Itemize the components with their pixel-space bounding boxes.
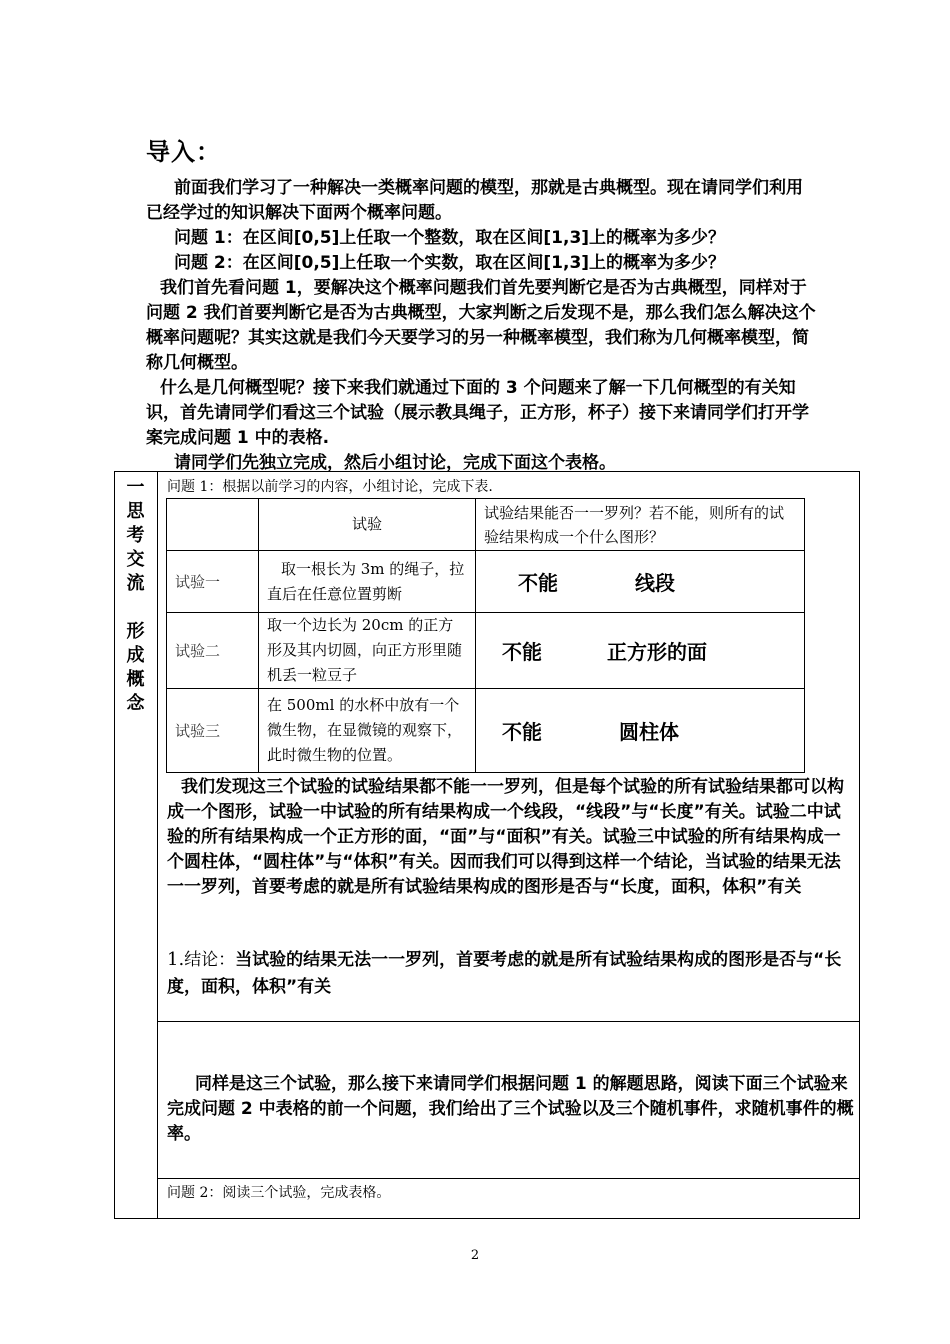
intro-paragraph: 什么是几何概型呢？接下来我们就通过下面的 3 个问题来了解一下几何概型的有关知识，首先请同学们看这三个试验（展示教具绳子，正方形，杯子）接下来请同学们打开学案完成问题 1 中的表格. [146,378,809,448]
intro-text [146,176,818,476]
answer-text: 不能 [502,720,542,744]
table-header-cell: 试验 [259,499,476,551]
side-label: 一 思 考 交 流 形 成 概 念 [126,477,145,714]
conclusion-number: 1. [167,949,185,970]
conclusion-text: 当试验的结果无法一一罗列，首要考虑的就是所有试验结果构成的图形是否与“长度，面积，体积”有关 [167,950,842,997]
table-row [167,689,805,773]
table-header-row [167,499,805,551]
experiment-answer [476,613,805,689]
intro-paragraph: 请同学们先独立完成，然后小组讨论，完成下面这个表格。 [174,453,616,473]
experiment-table [166,498,805,773]
discussion-text: 我们发现这三个试验的试验结果都不能一一罗列，但是每个试验的所有试验结果都可以构成一个图形，试验一中试验的所有结果构成一个线段，“线段”与“长度”有关。试验二中试验的所有结果构成一个正方形的面，“面”与“面积”有关。试验三中试验的所有结果构成一个圆柱体，“圆柱体”与“体积”有关。因而我们可以得到这样一个结论，当试验的结果无法一一罗列，首要考虑的就是所有试验结果构成的图形是否与“长度，面积，体积”有关 [167,777,844,897]
section-heading: 导入： [146,138,221,166]
experiment-description: 在 500ml 的水杯中放有一个微生物，在显微镜的观察下，此时微生物的位置。 [259,689,476,773]
experiment-description: 取一根长为 3m 的绳子，拉直后在任意位置剪断 [259,551,476,613]
column-divider [157,471,158,1219]
row-divider [157,1021,860,1022]
question-1-label: 问题 1：根据以前学习的内容，小组讨论，完成下表. [167,479,493,495]
shape-text: 圆柱体 [618,720,679,744]
experiment-answer [476,551,805,613]
intro-paragraph: 我们首先看问题 1，要解决这个概率问题我们首先要判断它是否为古典概型，同样对于问题 2 我们首要判断它是否为古典概型，大家判断之后发现不是，那么我们怎么解决这个概率问题呢？其实这就是我们今天要学习的另一种概率模型，我们称为几何概率模型，简称几何概型。 [146,278,816,373]
question-1-statement: 问题 1：在区间[0,5]上任取一个整数，取在区间[1,3]上的概率为多少？ [174,228,726,248]
experiment-answer [476,689,805,773]
question-2-label: 问题 2：阅读三个试验，完成表格。 [167,1185,391,1201]
transition-text: 同样是这三个试验，那么接下来请同学们根据问题 1 的解题思路，阅读下面三个试验来完成问题 2 中表格的前一个问题，我们给出了三个试验以及三个随机事件，求随机事件的概率。 [167,1074,854,1144]
table-header-cell: 试验结果能否一一罗列？若不能，则所有的试验结果构成一个什么图形？ [476,499,805,551]
shape-text: 线段 [634,571,675,595]
row-divider [157,1178,860,1179]
table-row [167,551,805,613]
conclusion [167,946,857,1001]
experiment-name: 试验一 [167,551,259,613]
answer-text: 不能 [502,640,542,664]
table-header-cell [167,499,259,551]
intro-paragraph: 前面我们学习了一种解决一类概率问题的模型，那就是古典概型。现在请同学们利用已经学过的知识解决下面两个概率问题。 [146,178,803,223]
question-2-statement: 问题 2：在区间[0,5]上任取一个实数，取在区间[1,3]上的概率为多少？ [174,253,726,273]
shape-text: 正方形的面 [606,640,707,664]
experiment-name: 试验二 [167,613,259,689]
page-number: 2 [470,1248,480,1263]
table-row [167,613,805,689]
conclusion-label: 结论： [184,950,236,970]
answer-text: 不能 [518,571,558,595]
experiment-name: 试验三 [167,689,259,773]
experiment-description: 取一个边长为 20cm 的正方形及其内切圆，向正方形里随机丢一粒豆子 [259,613,476,689]
